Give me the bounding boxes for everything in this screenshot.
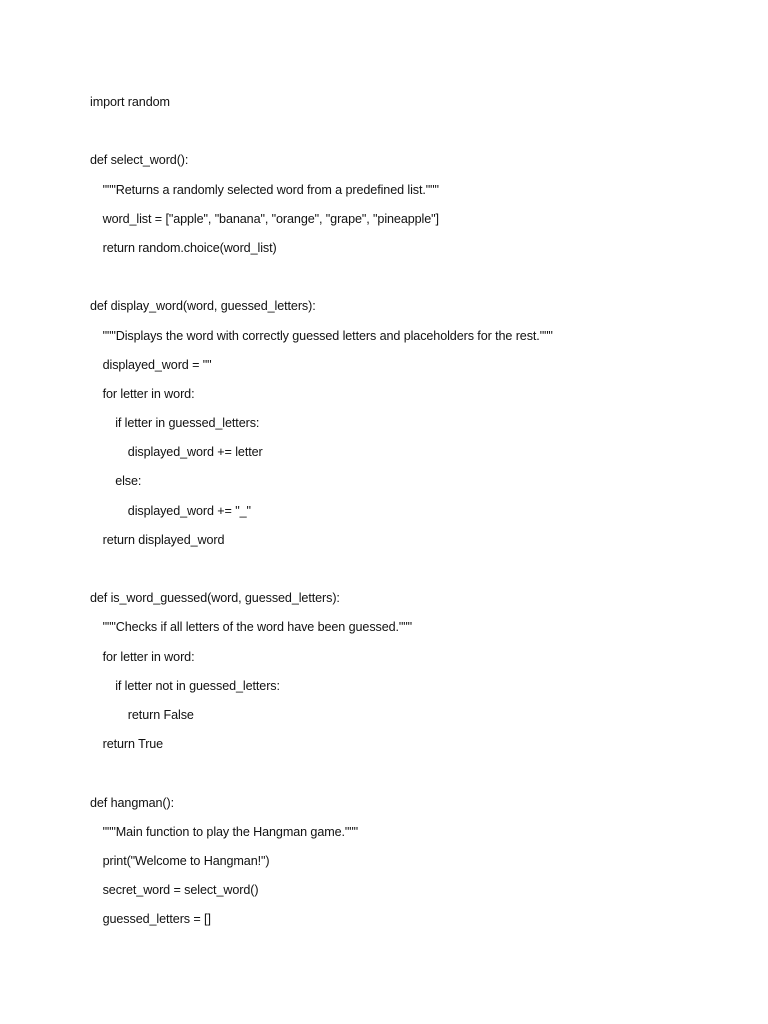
code-line: if letter in guessed_letters:	[115, 416, 260, 431]
code-line: def is_word_guessed(word, guessed_letters):	[90, 591, 340, 606]
code-line: secret_word = select_word()	[102, 883, 259, 898]
code-line: def select_word():	[90, 153, 189, 168]
code-line: """Checks if all letters of the word have been guessed."""	[102, 620, 413, 635]
code-line: return False	[127, 707, 194, 722]
code-line: for letter in word:	[102, 386, 195, 401]
code-line: for letter in word:	[102, 649, 195, 664]
code-line: else:	[115, 474, 142, 489]
code-line: return displayed_word	[102, 532, 225, 547]
code-line: """Main function to play the Hangman game."""	[102, 824, 359, 839]
code-line	[90, 559, 730, 588]
code-block	[90, 92, 730, 938]
code-line: """Displays the word with correctly guessed letters and placeholders for the rest."""	[102, 328, 553, 343]
code-line: return random.choice(word_list)	[102, 240, 277, 255]
code-line: displayed_word += letter	[127, 445, 263, 460]
code-line: def display_word(word, guessed_letters):	[90, 299, 316, 314]
code-line: word_list = ["apple", "banana", "orange", "grape", "pineapple"]	[102, 211, 439, 226]
code-line: displayed_word += "_"	[127, 503, 251, 518]
code-line: return True	[102, 737, 164, 752]
code-line: def hangman():	[90, 795, 175, 810]
code-line	[90, 121, 730, 150]
code-line: displayed_word = ""	[102, 357, 212, 372]
code-line: if letter not in guessed_letters:	[115, 678, 280, 693]
code-line: guessed_letters = []	[102, 912, 211, 927]
code-line	[90, 763, 730, 792]
code-line: """Returns a randomly selected word from a predefined list."""	[102, 182, 439, 197]
code-line: import random	[90, 95, 170, 109]
code-line	[90, 267, 730, 296]
code-line: print("Welcome to Hangman!")	[102, 853, 270, 868]
